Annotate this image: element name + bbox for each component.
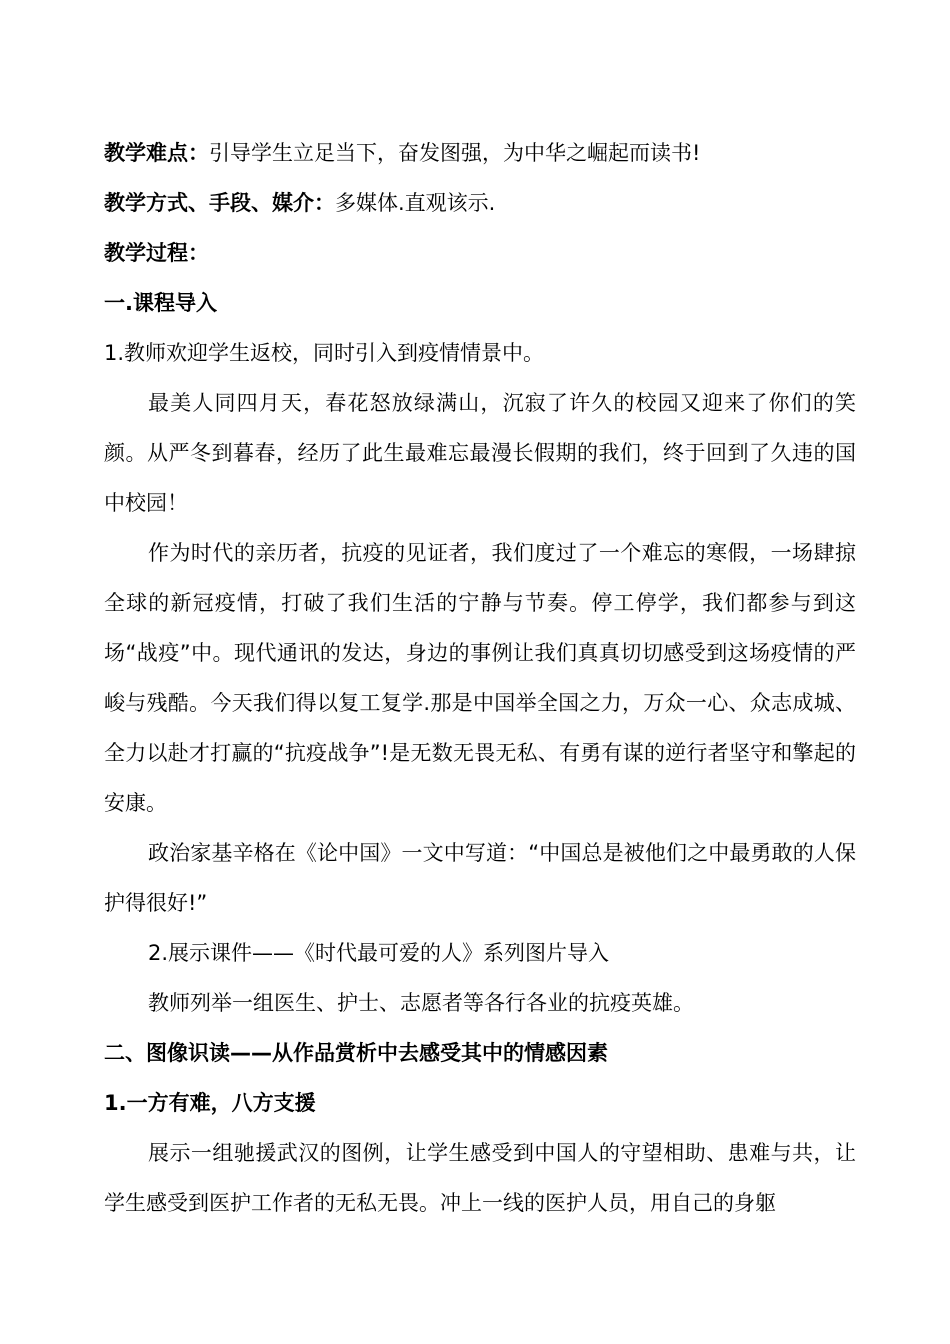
teaching-process-heading: 教学过程： xyxy=(104,241,209,265)
document-page xyxy=(104,128,856,1228)
teaching-difficulty-text: 引导学生立足当下，奋发图强，为中华之崛起而读书! xyxy=(209,141,701,165)
teaching-methods-label: 教学方式、手段、媒介： xyxy=(104,191,335,215)
section1-item2: 2.展示课件——《时代最可爱的人》系列图片导入 xyxy=(148,941,610,965)
section2-heading: 二、图像识读——从作品赏析中去感受其中的情感因素 xyxy=(104,1041,608,1065)
section2-paragraph-1: 展示一组驰援武汉的图例，让学生感受到中国人的守望相助、患难与共，让学生感受到医护工作者的无私无畏。冲上一线的医护人员，用自己的身躯 xyxy=(104,1141,856,1215)
section1-item1: 1.教师欢迎学生返校，同时引入到疫情情景中。 xyxy=(104,341,545,365)
section1-paragraph-2: 作为时代的亲历者，抗疫的见证者，我们度过了一个难忘的寒假，一场肆掠全球的新冠疫情，打破了我们生活的宁静与节奏。停工停学，我们都参与到这场“战疫”中。现代通讯的发达，身边的事例让我们真真切切感受到这场疫情的严峻与残酷。今天我们得以复工复学.那是中国举全国之力，万众一心、众志成城、全力以赴才打赢的“抗疫战争”!是无数无畏无私、有勇有谋的逆行者坚守和擎起的安康。 xyxy=(104,541,856,815)
teaching-methods xyxy=(104,178,856,228)
section2-subheading-1: 1.一方有难，八方支援 xyxy=(104,1091,316,1115)
section1-paragraph-1: 最美人同四月天，春花怒放绿满山，沉寂了许久的校园又迎来了你们的笑颜。从严冬到暮春，经历了此生最难忘最漫长假期的我们，终于回到了久违的国中校园！ xyxy=(104,391,856,515)
teaching-difficulty xyxy=(104,128,856,178)
teaching-difficulty-label: 教学难点： xyxy=(104,141,209,165)
section1-heading: 一.课程导入 xyxy=(104,291,217,315)
teaching-methods-text: 多媒体.直观该示. xyxy=(335,191,496,215)
section1-paragraph-3: 政治家基辛格在《论中国》一文中写道：“中国总是被他们之中最勇敢的人保护得很好!” xyxy=(104,841,856,915)
section1-paragraph-4: 教师列举一组医生、护士、志愿者等各行各业的抗疫英雄。 xyxy=(148,991,694,1015)
